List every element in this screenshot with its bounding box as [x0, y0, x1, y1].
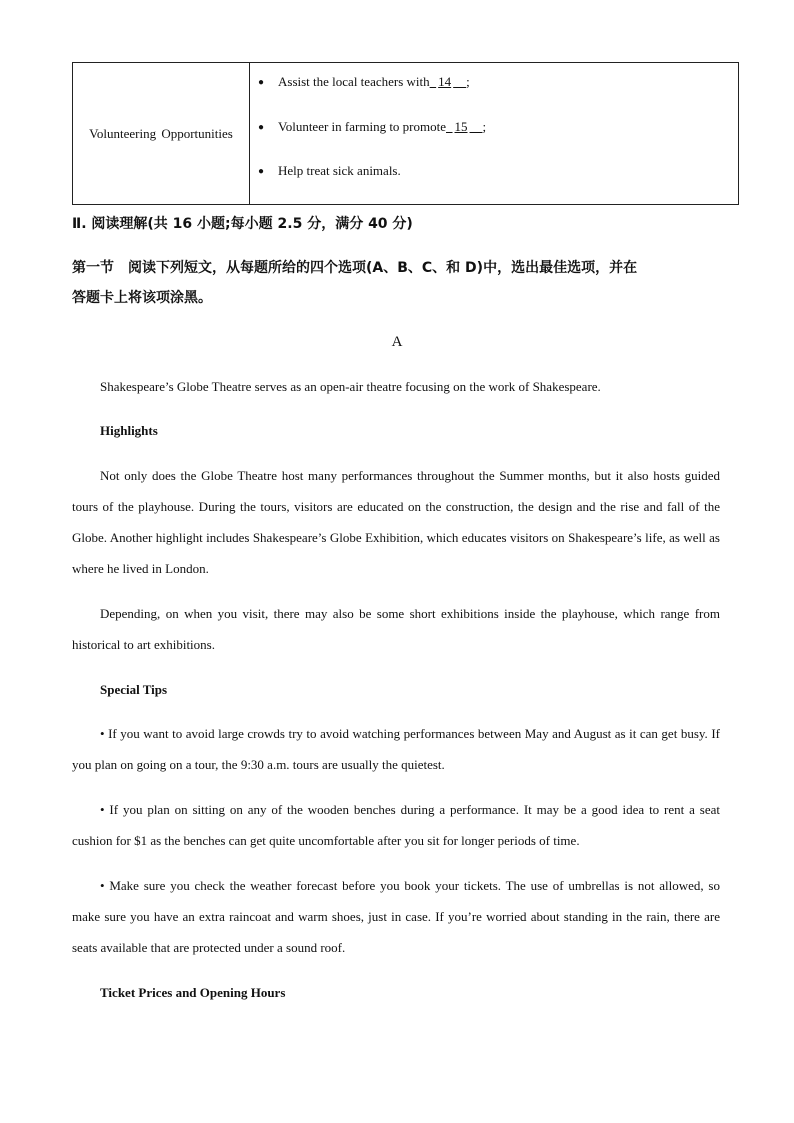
table-label: Volunteering Opportunities: [89, 125, 233, 141]
highlights-paragraph-1: Not only does the Globe Theatre host many performances throughout the Summer months, but it also hosts guided tours of the playhouse. During the tours, visitors are educated on the construction, the design and the rise and fall of the Globe. Another highlight includes Shakespeare’s Globe Exhibition, which educates visitors on Shakespeare’s life, as well as where he lived in London.: [72, 468, 720, 576]
list-item: [258, 119, 486, 135]
answer-blank-14: 14: [438, 74, 452, 89]
tip-1: • If you want to avoid large crowds try to avoid watching performances between May and August as it can get busy. If you plan on going on a tour, the 9:30 a.m. tours are usually the quietest.: [72, 726, 720, 772]
table-label-cell: [73, 63, 250, 204]
section-instruction-line2: 答题卡上将该项涂黑。: [72, 290, 212, 306]
tip-3: • Make sure you check the weather forecast before you book your tickets. The use of umbrellas is not allowed, so make sure you have an extra raincoat and warm shoes, just in case. If you’re worried about standing in the rain, there are seats available that are protected under a sound roof.: [72, 878, 720, 955]
tickets-heading: Ticket Prices and Opening Hours: [100, 985, 286, 1000]
item-text: Help treat sick animals.: [278, 163, 401, 178]
tip-2: • If you plan on sitting on any of the wooden benches during a performance. It may be a good idea to rent a seat cushion for $1 as the benches can get quite uncomfortable after you sit for longer periods of time.: [72, 802, 720, 848]
item-end: ;: [466, 74, 470, 89]
bullet-icon: ●: [258, 76, 265, 88]
passage-letter: A: [391, 334, 403, 350]
table-items-cell: [250, 63, 738, 204]
bullet-icon: ●: [258, 165, 265, 177]
section-title: Ⅱ. 阅读理解(共 16 小题;每小题 2.5 分，满分 40 分): [72, 216, 413, 232]
highlights-heading: Highlights: [100, 423, 158, 438]
item-end: ;: [482, 119, 487, 134]
list-item: [258, 163, 401, 179]
list-item: [258, 74, 470, 90]
section-instruction-line1: 第一节 阅读下列短文，从每题所给的四个选项(A、B、C、和 D)中，选出最佳选项，并在: [72, 260, 638, 276]
volunteering-table: [72, 62, 739, 205]
item-text: Volunteer in farming to promote: [278, 119, 447, 134]
answer-blank-15: 15: [454, 119, 468, 134]
tips-heading: Special Tips: [100, 682, 168, 697]
item-text: Assist the local teachers with: [278, 74, 430, 89]
intro-paragraph: Shakespeare’s Globe Theatre serves as an open-air theatre focusing on the work of Shakespeare.: [100, 379, 601, 394]
highlights-paragraph-2: Depending, on when you visit, there may also be some short exhibitions inside the playhouse, which range from historical to art exhibitions.: [72, 606, 720, 652]
bullet-icon: ●: [258, 121, 265, 133]
